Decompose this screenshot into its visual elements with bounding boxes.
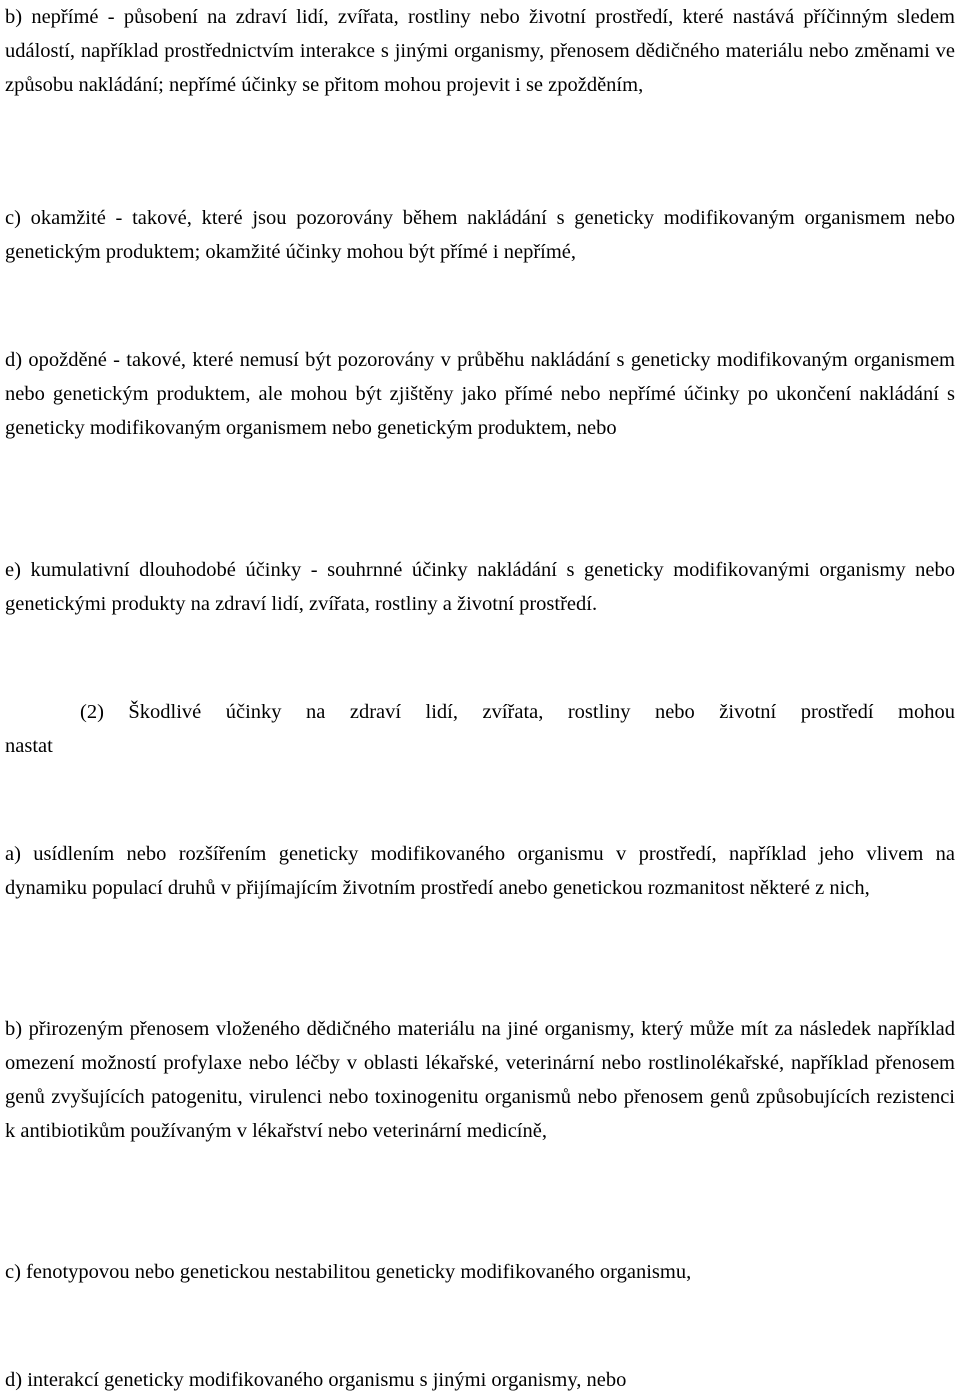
paragraph-d-delayed: d) opožděné - takové, které nemusí být pozorovány v průběhu nakládání s geneticky modifikovaným organismem nebo genetickým produktem, ale mohou být zjištěny jako přímé nebo nepřímé účinky po ukončení nakládání s geneticky modifikovaným organismem nebo genetickým produktem, nebo [5, 349, 955, 439]
paragraph-b-indirect: b) nepřímé - působení na zdraví lidí, zvířata, rostliny nebo životní prostředí, které nastává příčinným sledem událostí, například prostřednictvím interakce s jinými organismy, přenosem dědičného materiálu nebo změnami ve způsobu nakládání; nepřímé účinky se přitom mohou projevit i se zpožděním, [5, 6, 955, 96]
paragraph-c-immediate: c) okamžité - takové, které jsou pozorovány během nakládání s geneticky modifikovaným organismem nebo genetickým produktem; okamžité účinky mohou být přímé i nepřímé, [5, 207, 955, 263]
paragraph-c2-instability: c) fenotypovou nebo genetickou nestabilitou geneticky modifikovaného organismu, [5, 1261, 692, 1283]
section-2-heading-continuation: nastat [5, 735, 53, 757]
paragraph-b2-gene-transfer: b) přirozeným přenosem vloženého dědičného materiálu na jiné organismy, který může mít za následek například omezení možností profylaxe nebo léčby v oblasti lékařské, veterinární nebo rostlinolékařské, například přenosem genů zvyšujících patogenitu, virulenci nebo toxinogenitu organismů nebo přenosem genů způsobujících rezistenci k antibiotikům používaným v lékařství nebo veterinární medicíně, [5, 1018, 955, 1142]
paragraph-a2-establishment: a) usídlením nebo rozšířením geneticky modifikovaného organismu v prostředí, například jeho vlivem na dynamiku populací druhů v přijímajícím životním prostředí anebo genetickou rozmanitost některé z nich, [5, 843, 955, 899]
section-2-heading-line: (2) Škodlivé účinky na zdraví lidí, zvířata, rostliny nebo životní prostředí mohou [80, 701, 955, 723]
paragraph-d2-interaction: d) interakcí geneticky modifikovaného organismu s jinými organismy, nebo [5, 1369, 627, 1391]
paragraph-e-cumulative: e) kumulativní dlouhodobé účinky - souhrnné účinky nakládání s geneticky modifikovanými organismy nebo genetickými produkty na zdraví lidí, zvířata, rostliny a životní prostředí. [5, 559, 955, 615]
